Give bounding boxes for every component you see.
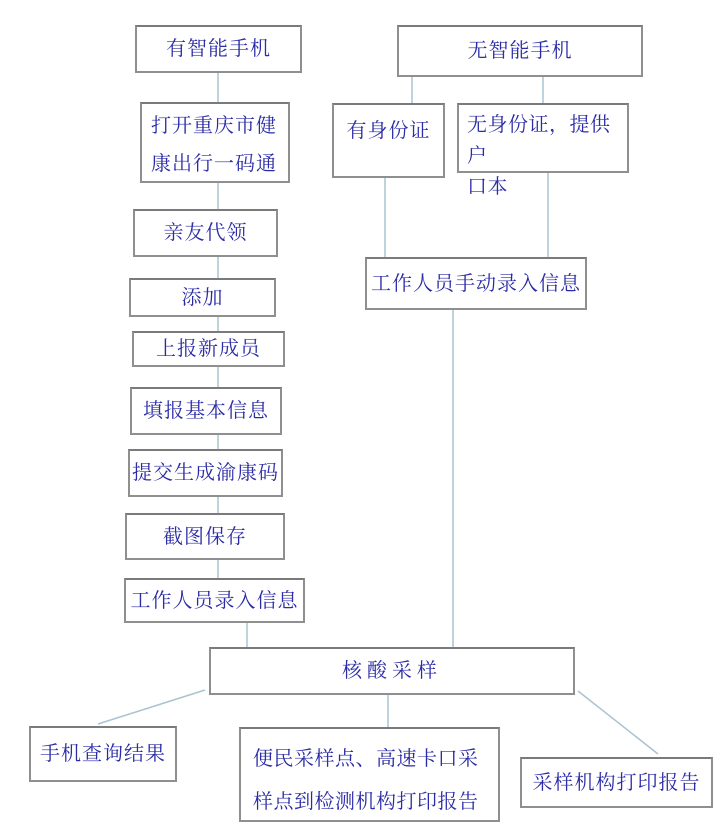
node-has-smartphone	[135, 25, 302, 73]
node-label: 手机查询结果	[40, 743, 166, 765]
node-label: 工作人员录入信息	[130, 589, 299, 612]
node-label-line: 样点到检测机构打印报告	[253, 791, 479, 813]
node-add	[129, 278, 276, 317]
node-staff-manual-entry	[365, 257, 587, 310]
node-label: 有智能手机	[166, 38, 271, 60]
node-org-print-report	[520, 757, 713, 808]
node-staff-entry-info	[124, 578, 305, 623]
node-label: 填报基本信息	[143, 400, 269, 422]
node-phone-query-result	[29, 726, 177, 782]
edge-nucleic-acid-sampling-to-phone-query-result	[98, 690, 205, 724]
node-label: 添加	[181, 286, 224, 309]
node-has-id-card	[332, 103, 445, 178]
edge-nucleic-acid-sampling-to-org-print-report	[578, 691, 658, 754]
node-relative-collect	[133, 209, 278, 257]
node-fill-basic-info	[130, 387, 282, 435]
node-screenshot-save	[125, 513, 285, 560]
node-site-print-report	[239, 727, 500, 822]
node-label: 有身份证	[346, 120, 431, 142]
node-label: 无智能手机	[467, 40, 573, 62]
node-label-line: 口本	[467, 176, 508, 198]
node-label: 上报新成员	[156, 338, 261, 360]
node-label: 核酸采样	[342, 660, 442, 682]
node-label: 截图保存	[163, 525, 247, 548]
node-label: 工作人员手动录入信息	[371, 272, 581, 295]
node-report-new-member	[132, 331, 285, 367]
node-label: 提交生成渝康码	[132, 462, 279, 484]
node-nucleic-acid-sampling	[209, 647, 575, 695]
node-open-health-app	[140, 102, 290, 183]
node-no-id-card	[457, 103, 629, 198]
node-submit-generate-code	[128, 449, 283, 497]
node-label-line: 无身份证，提供户	[467, 114, 611, 167]
node-label: 采样机构打印报告	[532, 771, 701, 794]
node-no-smartphone	[397, 25, 643, 77]
node-label-line: 康出行一码通	[151, 153, 277, 175]
node-label-line: 便民采样点、高速卡口采	[253, 748, 479, 770]
node-label-line: 打开重庆市健	[151, 115, 277, 137]
node-label: 亲友代领	[163, 222, 248, 244]
